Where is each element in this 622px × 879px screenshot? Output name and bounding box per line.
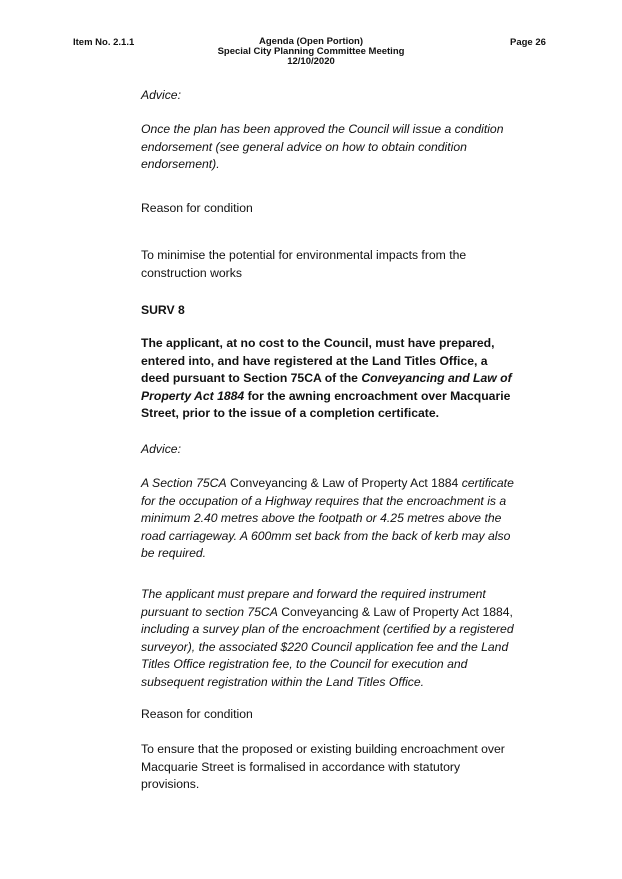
reason-line: construction works: [141, 265, 242, 280]
reason-paragraph: [141, 741, 541, 794]
condition-text: [141, 335, 541, 423]
act-name: Property Act 1884: [141, 388, 245, 403]
act-name: Conveyancing & Law of Property Act 1884,: [277, 604, 513, 619]
advice-line: for the occupation of a Highway requires that the encroachment is a: [141, 493, 507, 508]
advice-paragraph: [141, 475, 541, 563]
reason-line: To ensure that the proposed or existing building encroachment over: [141, 742, 505, 756]
reason-line: To minimise the potential for environmental impacts from the: [141, 248, 467, 262]
page-number: Page 26: [510, 37, 546, 48]
agenda-title: Agenda (Open Portion): [259, 36, 363, 47]
condition-line: Street, prior to the issue of a completion certificate.: [141, 406, 439, 420]
advice-line: [141, 604, 541, 622]
condition-text-regular: for the awning encroachment over Macquarie: [244, 388, 511, 403]
advice-text-italic: certificate: [461, 476, 514, 490]
advice-line: endorsement).: [141, 157, 220, 171]
advice-line: minimum 2.40 metres above the footpath or 4.25 metres above the: [141, 511, 502, 525]
advice-line: be required.: [141, 546, 207, 560]
condition-line: [141, 388, 541, 406]
advice-line: Titles Office registration fee, to the Council for execution and: [141, 657, 468, 671]
advice-line: The applicant must prepare and forward the required instrument: [141, 587, 486, 601]
item-number: Item No. 2.1.1: [73, 37, 135, 48]
advice-text-italic: pursuant to section 75CA: [141, 604, 278, 619]
advice-label: Advice:: [141, 442, 181, 456]
reason-paragraph: [141, 247, 541, 282]
advice-line: including a survey plan of the encroachment (certified by a registered: [141, 622, 514, 636]
advice-text-italic: A Section 75CA: [141, 476, 227, 490]
advice-line: [141, 475, 541, 493]
advice-line: Once the plan has been approved the Council will issue a condition: [141, 122, 504, 136]
act-name: Conveyancing & Law of Property Act 1884: [226, 476, 462, 490]
condition-heading: SURV 8: [141, 303, 185, 317]
condition-line: entered into, and have registered at the Land Titles Office, a: [141, 353, 488, 368]
condition-line: The applicant, at no cost to the Council, must have prepared,: [141, 336, 495, 350]
reason-label: Reason for condition: [141, 201, 253, 215]
condition-line: [141, 370, 541, 388]
advice-label: Advice:: [141, 88, 181, 102]
act-name: Conveyancing and Law of: [361, 371, 512, 385]
advice-line: surveyor), the associated $220 Council application fee and the Land: [141, 639, 509, 654]
advice-line: subsequent registration within the Land Titles Office.: [141, 674, 425, 689]
reason-line: provisions.: [141, 777, 200, 791]
advice-line: road carriageway. A 600mm set back from the back of kerb may also: [141, 528, 511, 543]
reason-line: Macquarie Street is formalised in accordance with statutory: [141, 759, 461, 774]
advice-line: endorsement (see general advice on how to obtain condition: [141, 139, 467, 154]
meeting-title: Special City Planning Committee Meeting: [217, 46, 405, 57]
advice-paragraph: [141, 586, 541, 691]
meeting-date: 12/10/2020: [287, 56, 335, 67]
reason-label: Reason for condition: [141, 707, 253, 721]
advice-paragraph: [141, 121, 541, 174]
condition-text-regular: deed pursuant to Section 75CA of the: [141, 371, 362, 385]
